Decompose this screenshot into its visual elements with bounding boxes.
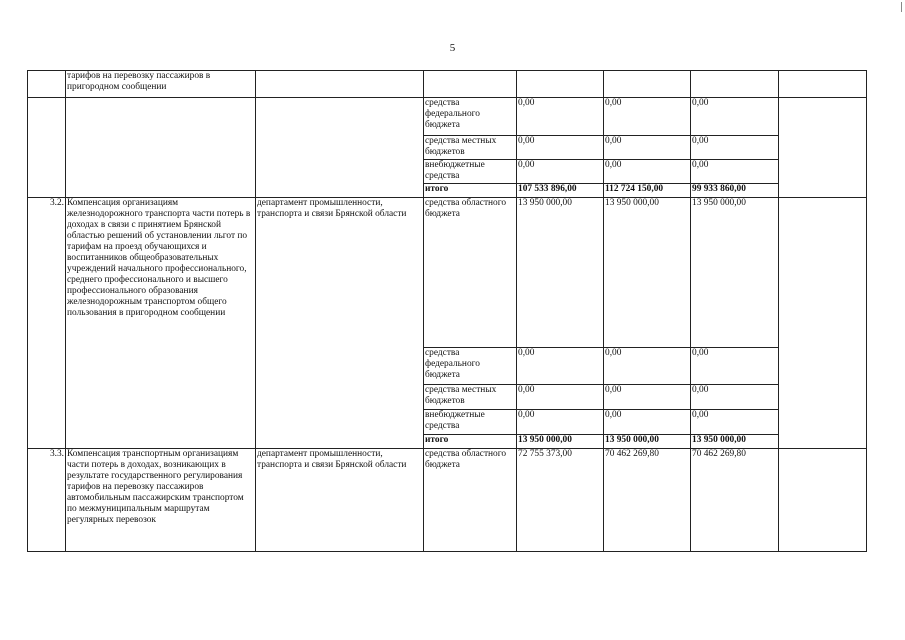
cell-value: 0,00	[604, 160, 691, 184]
cell-num	[28, 71, 66, 98]
cell-value: 0,00	[691, 410, 779, 435]
cell-total: 13 950 000,00	[691, 435, 779, 449]
cell-source: итого	[424, 435, 517, 449]
cell-value: 0,00	[604, 348, 691, 385]
cell-value: 0,00	[517, 348, 604, 385]
cell-title: тарифов на перевозку пассажиров в пригородном сообщении	[66, 71, 256, 98]
scan-edge-mark	[901, 2, 902, 12]
cell-source: итого	[424, 184, 517, 198]
cell-executor: департамент промышленности, транспорта и связи Брянской области	[256, 198, 424, 449]
cell-total: 112 724 150,00	[604, 184, 691, 198]
cell-value: 70 462 269,80	[604, 449, 691, 552]
cell-value	[517, 71, 604, 98]
cell-value: 0,00	[691, 136, 779, 160]
cell-value: 0,00	[604, 98, 691, 136]
cell-value: 0,00	[517, 160, 604, 184]
cell-value: 70 462 269,80	[691, 449, 779, 552]
cell-num: 3.3.	[28, 449, 66, 552]
cell-value: 0,00	[517, 136, 604, 160]
cell-value: 13 950 000,00	[691, 198, 779, 348]
table-row	[28, 449, 867, 552]
cell-value: 13 950 000,00	[604, 198, 691, 348]
cell-value	[604, 71, 691, 98]
cell-value: 0,00	[517, 410, 604, 435]
cell-num: 3.2.	[28, 198, 66, 449]
cell-value: 13 950 000,00	[517, 198, 604, 348]
cell-source: средства областного бюджета	[424, 449, 517, 552]
table-row	[28, 98, 867, 136]
cell-source: внебюджетные средства	[424, 160, 517, 184]
cell-source: внебюджетные средства	[424, 410, 517, 435]
cell-title	[66, 98, 256, 198]
cell-num	[28, 98, 66, 198]
cell-note	[779, 98, 867, 198]
cell-note	[779, 449, 867, 552]
cell-executor	[256, 98, 424, 198]
cell-value: 0,00	[517, 98, 604, 136]
cell-value: 0,00	[517, 385, 604, 410]
budget-table	[27, 70, 867, 552]
cell-source: средства местных бюджетов	[424, 385, 517, 410]
cell-value: 0,00	[691, 160, 779, 184]
cell-total: 99 933 860,00	[691, 184, 779, 198]
cell-executor	[256, 71, 424, 98]
cell-source: средства федерального бюджета	[424, 348, 517, 385]
cell-source: средства областного бюджета	[424, 198, 517, 348]
cell-executor: департамент промышленности, транспорта и связи Брянской области	[256, 449, 424, 552]
cell-total: 13 950 000,00	[604, 435, 691, 449]
cell-title: Компенсация организациям железнодорожного транспорта части потерь в доходах в связи с принятием Брянской областью решений об установлении льгот по тарифам на проезд обучающихся и воспитанников общеобразовательных учреждений начального профессионального, среднего профессионального и высшего профессионального образования железнодорожным транспортом общего пользования в пригородном сообщении	[66, 198, 256, 449]
cell-total: 13 950 000,00	[517, 435, 604, 449]
cell-value: 0,00	[691, 348, 779, 385]
cell-value: 0,00	[604, 136, 691, 160]
cell-note	[779, 71, 867, 98]
cell-total: 107 533 896,00	[517, 184, 604, 198]
cell-source: средства местных бюджетов	[424, 136, 517, 160]
cell-value: 0,00	[604, 410, 691, 435]
cell-value: 0,00	[604, 385, 691, 410]
cell-value: 72 755 373,00	[517, 449, 604, 552]
cell-value: 0,00	[691, 385, 779, 410]
table-row	[28, 71, 867, 98]
cell-source	[424, 71, 517, 98]
cell-title: Компенсация транспортным организациям части потерь в доходах, возникающих в результате государственного регулирования тарифов на перевозку пассажиров автомобильным пассажирским транспортом по межмуниципальным маршрутам регулярных перевозок	[66, 449, 256, 552]
cell-value	[691, 71, 779, 98]
cell-source: средства федерального бюджета	[424, 98, 517, 136]
page-number: 5	[449, 42, 456, 54]
cell-note	[779, 198, 867, 449]
table-row	[28, 198, 867, 348]
cell-value: 0,00	[691, 98, 779, 136]
